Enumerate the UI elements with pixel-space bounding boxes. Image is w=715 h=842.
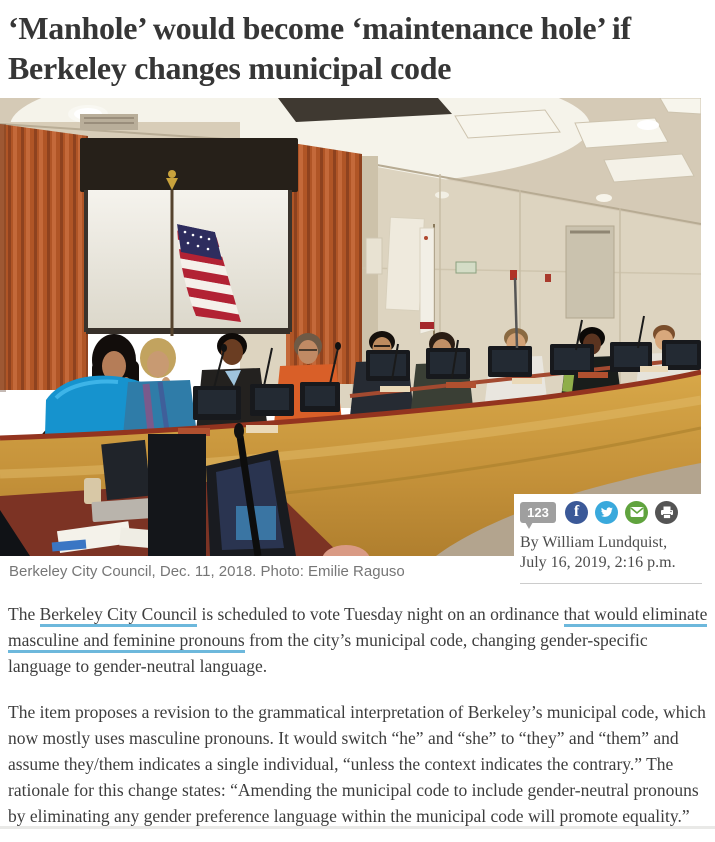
paragraph-1 [8,601,708,679]
print-icon [660,506,674,519]
meta-divider [520,583,702,584]
bottom-divider [0,826,715,829]
photo-caption: Berkeley City Council, Dec. 11, 2018. Photo: Emilie Raguso [9,563,405,580]
paragraph-2: The item proposes a revision to the grammatical interpretation of Berkeley’s municipal code, which now mostly uses masculine pronouns. It would switch “he” and “she” to “they” and “them” and assume they/them indicates a single individual, “unless the context indicates the contrary.” The rationale for this change states: “Amending the municipal code to include gender-neutral pronouns by eliminating any gender preference language within the municipal code will promote equality.” [8,702,706,826]
print-share-button[interactable] [655,501,678,524]
article-photo-container [0,98,715,571]
byline-author: By William Lundquist, [520,534,668,551]
facebook-icon: f [573,503,580,520]
share-toolbar [520,500,715,524]
text-run: from the city’s municipal code, changing gender-specific language to gender-neutral language. [8,630,648,676]
article-photo [0,98,701,556]
text-run: is scheduled to vote Tuesday night on an ordinance [197,604,564,624]
article-body [8,601,708,829]
byline [520,533,715,573]
twitter-share-button[interactable] [595,501,618,524]
email-share-button[interactable] [625,501,648,524]
article-headline: ‘Manhole’ would become ‘maintenance hole’ if Berkeley changes municipal code [8,10,631,86]
text-run: The [8,604,40,624]
byline-date: July 16, 2019, 2:16 p.m. [520,554,676,571]
comment-count-badge[interactable]: 123 [520,502,556,523]
email-icon [630,506,644,518]
link-berkeley-city-council[interactable]: Berkeley City Council [40,604,197,627]
link-ordinance-pronouns[interactable]: that would eliminate masculine and feminine pronouns [8,604,707,653]
facebook-share-button[interactable] [565,501,588,524]
article-meta-panel [514,494,715,592]
twitter-icon [600,505,614,519]
article-page [0,8,715,829]
